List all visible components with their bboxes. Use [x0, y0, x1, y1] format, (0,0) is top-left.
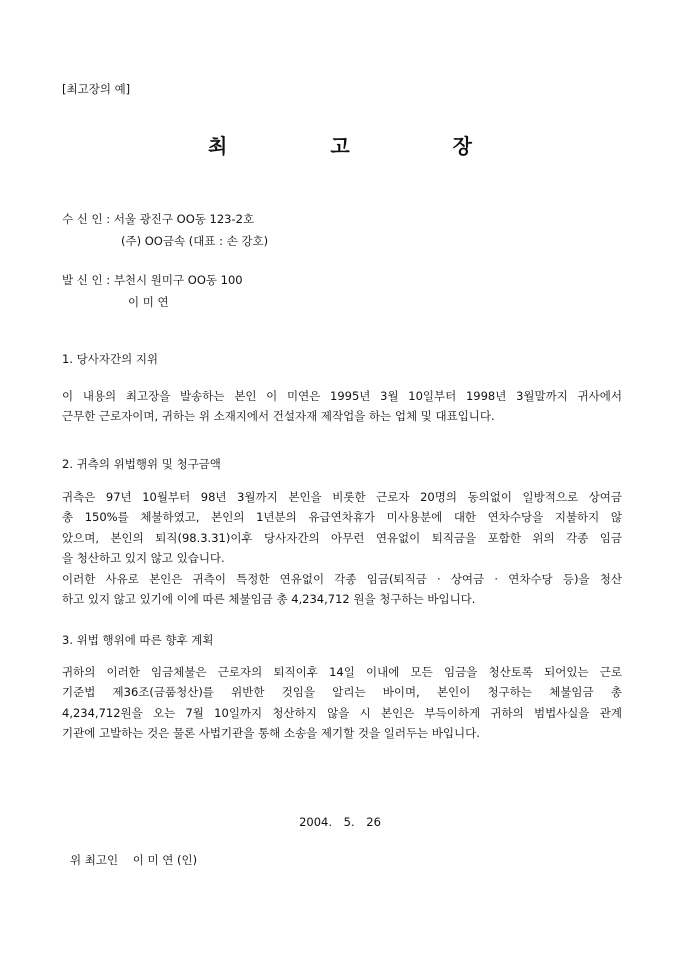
- body-line: 4,234,712원을 오는 7월 10일까지 청산하지 않을 시 본인은 부득이하게 귀하의 범법사실을 관계: [62, 705, 622, 720]
- body-line: 기관에 고발하는 것은 물론 사법기관을 통해 소송을 제기할 것을 일러두는 바입니다.: [62, 726, 480, 741]
- section-body-2: [62, 487, 622, 609]
- section-body-3: [62, 662, 622, 744]
- body-line: 총 150%를 체불하였고, 본인의 1년분의 유급연차휴가 미사용분에 대한 연차수당을 지불하지 않: [62, 510, 622, 525]
- body-line: 귀하의 이러한 임금체불은 근로자의 퇴직이후 14일 이내에 모든 임금을 청산토록 되어있는 근로: [62, 665, 622, 679]
- body-line: 기준법 제36조(금품청산)를 위반한 것임을 알리는 바이며, 본인이 청구하는 체불임금 총: [62, 685, 622, 700]
- document-date: 2004. 5. 26: [299, 815, 381, 829]
- section-heading-2: 2. 귀측의 위법행위 및 청구금액: [62, 457, 221, 471]
- body-line: 이러한 사유로 본인은 귀측이 특정한 연유없이 각종 임금(퇴직금 · 상여금 · 연차수당 등)을 청산: [62, 571, 622, 586]
- body-line: 하고 있지 않고 있기에 이에 따른 체불임금 총 4,234,712 원을 청구하는 바입니다.: [62, 592, 476, 607]
- sender-name: 이 미 연: [128, 295, 169, 309]
- body-line: 귀측은 97년 10월부터 98년 3월까지 본인을 비롯한 근로자 20명의 동의없이 일방적으로 상여금: [62, 490, 622, 504]
- section-heading-3: 3. 위법 행위에 따른 향후 계획: [62, 633, 214, 647]
- body-line: 았으며, 본인의 퇴직(98.3.31)이후 당사자간의 아무런 연유없이 퇴직금을 포함한 위의 각종 임금: [62, 530, 622, 545]
- body-line: 을 청산하고 있지 않고 있습니다.: [62, 551, 225, 566]
- document-title: 최 고 장: [208, 134, 520, 158]
- section-body-1: [62, 386, 622, 427]
- signer-line: 위 최고인 이 미 연 (인): [70, 853, 198, 867]
- recipient-address: 수 신 인 : 서울 광진구 OO동 123-2호: [62, 212, 255, 226]
- section-heading-1: 1. 당사자간의 지위: [62, 352, 159, 366]
- sender-address: 발 신 인 : 부천시 원미구 OO동 100: [62, 273, 243, 287]
- recipient-company: (주) OO금속 (대표 : 손 강호): [121, 234, 269, 248]
- body-line: 이 내용의 최고장을 발송하는 본인 이 미연은 1995년 3월 10일부터 1998년 3월말까지 귀사에서: [62, 389, 622, 403]
- example-label: [최고장의 예]: [62, 82, 131, 96]
- body-line: 근무한 근로자이며, 귀하는 위 소재지에서 건설자재 제작업을 하는 업체 및 대표입니다.: [62, 409, 495, 424]
